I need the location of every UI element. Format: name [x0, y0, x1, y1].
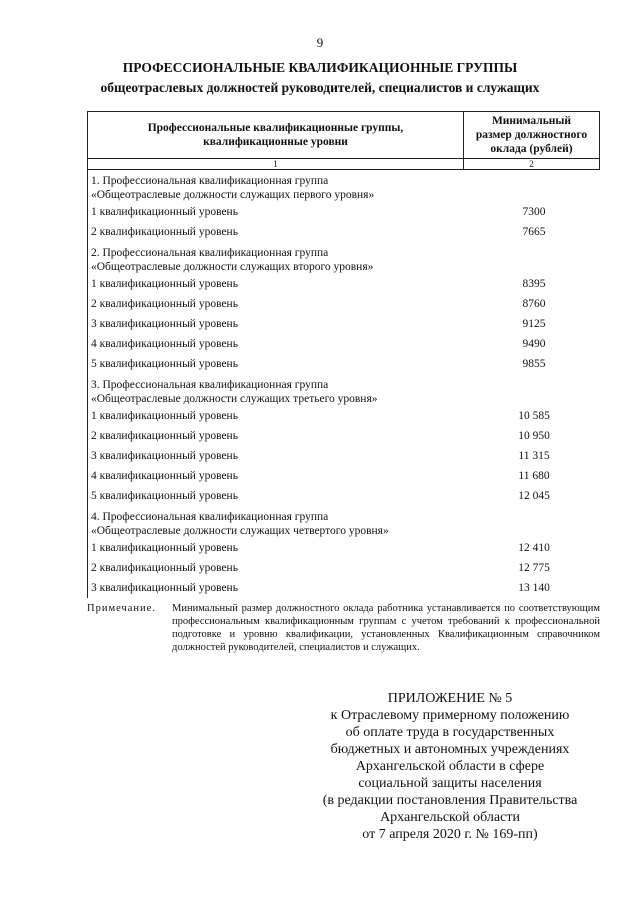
level-label: 5 квалификационный уровень — [88, 354, 464, 374]
header-min-salary — [464, 112, 600, 159]
annex-line: от 7 апреля 2020 г. № 169-пп) — [362, 827, 538, 842]
level-label: 5 квалификационный уровень — [88, 486, 464, 506]
column-number-row — [88, 159, 600, 170]
level-label: 1 квалификационный уровень — [88, 406, 464, 426]
level-label: 2 квалификационный уровень — [88, 222, 464, 242]
note-text: Минимальный размер должностного оклада работника устанавливается по соответствующим профессиональным квалификационным группам с учетом требований к профессиональной подготовке и уровню квалификации, установленных Квалификационным справочником должностей руководителей, специалистов и служащих. — [172, 603, 600, 653]
level-label: 3 квалификационный уровень — [88, 446, 464, 466]
salary-value: 12 410 — [518, 542, 550, 554]
annex-block — [300, 690, 600, 843]
header-groups-levels — [88, 112, 464, 159]
level-label: 3 квалификационный уровень — [88, 314, 464, 334]
group-title — [88, 242, 600, 274]
group-title-line: «Общеотраслевые должности служащих третьего уровня» — [91, 393, 378, 405]
salary-value: 13 140 — [518, 582, 550, 594]
group-header-row — [88, 506, 600, 538]
document-title: ПРОФЕССИОНАЛЬНЫЕ КВАЛИФИКАЦИОННЫЕ ГРУППЫ — [122, 60, 518, 75]
level-label: 1 квалификационный уровень — [88, 274, 464, 294]
group-title — [88, 506, 600, 538]
level-label: 2 квалификационный уровень — [88, 294, 464, 314]
table-header-row — [88, 112, 600, 159]
table-row — [88, 446, 600, 466]
salary-value: 9490 — [522, 338, 546, 350]
table-row — [88, 222, 600, 242]
table-body — [88, 170, 600, 599]
level-label: 1 квалификационный уровень — [88, 538, 464, 558]
salary-value: 8395 — [522, 278, 546, 290]
salary-value: 12 775 — [518, 562, 550, 574]
level-label: 2 квалификационный уровень — [88, 426, 464, 446]
table-row — [88, 314, 600, 334]
table-row — [88, 334, 600, 354]
document-subtitle: общеотраслевых должностей руководителей, специалистов и служащих — [100, 80, 540, 95]
header-col1-line: квалификационные уровни — [203, 136, 348, 148]
group-title-line: «Общеотраслевые должности служащих первого уровня» — [91, 189, 375, 201]
annex-line: Архангельской области — [380, 810, 520, 825]
table-row — [88, 538, 600, 558]
level-label: 3 квалификационный уровень — [88, 578, 464, 598]
table-row — [88, 202, 600, 222]
page-number: 9 — [316, 35, 324, 50]
salary-value: 11 680 — [518, 470, 550, 482]
level-label: 4 квалификационный уровень — [88, 334, 464, 354]
table-row — [88, 558, 600, 578]
annex-line: Архангельской области в сфере — [355, 759, 545, 774]
group-header-row — [88, 242, 600, 274]
group-title-line: «Общеотраслевые должности служащих четвертого уровня» — [91, 525, 389, 537]
table-row — [88, 406, 600, 426]
group-title — [88, 374, 600, 406]
annex-line: (в редакции постановления Правительства — [322, 793, 578, 808]
salary-value: 7300 — [522, 206, 546, 218]
salary-value: 7665 — [522, 226, 546, 238]
group-header-row — [88, 374, 600, 406]
column-number-1: 1 — [88, 159, 464, 170]
header-col2-line: размер должностного — [475, 129, 588, 141]
table-row — [88, 294, 600, 314]
table-row — [88, 466, 600, 486]
salary-value: 12 045 — [518, 490, 550, 502]
column-number-2: 2 — [464, 159, 600, 170]
salary-value: 10 585 — [518, 410, 550, 422]
group-title-line: 2. Профессиональная квалификационная группа — [91, 247, 329, 259]
salary-value: 10 950 — [518, 430, 550, 442]
group-title-line: 3. Профессиональная квалификационная группа — [91, 379, 329, 391]
table-row — [88, 578, 600, 598]
level-label: 4 квалификационный уровень — [88, 466, 464, 486]
level-label: 2 квалификационный уровень — [88, 558, 464, 578]
header-col2-line: оклада (рублей) — [490, 143, 573, 155]
annex-line: об оплате труда в государственных — [345, 725, 555, 740]
group-title-line: «Общеотраслевые должности служащих второго уровня» — [91, 261, 374, 273]
group-title — [88, 170, 600, 203]
salary-value: 9855 — [522, 358, 546, 370]
annex-line: социальной защиты населения — [358, 776, 542, 791]
table-row — [88, 354, 600, 374]
header-col1-line: Профессиональные квалификационные группы, — [147, 122, 404, 134]
annex-line: бюджетных и автономных учреждениях — [330, 742, 570, 757]
salary-value: 11 315 — [518, 450, 550, 462]
level-label: 1 квалификационный уровень — [88, 202, 464, 222]
group-title-line: 1. Профессиональная квалификационная группа — [91, 175, 329, 187]
annex-title: ПРИЛОЖЕНИЕ № 5 — [387, 691, 513, 706]
salary-value: 9125 — [522, 318, 546, 330]
table-row — [88, 274, 600, 294]
note-label: Примечание. — [87, 603, 156, 614]
group-header-row — [88, 170, 600, 203]
salary-value: 8760 — [522, 298, 546, 310]
table-row — [88, 486, 600, 506]
header-col2-line: Минимальный — [491, 115, 572, 127]
salary-table — [87, 111, 600, 598]
table-row — [88, 426, 600, 446]
annex-line: к Отраслевому примерному положению — [330, 708, 570, 723]
group-title-line: 4. Профессиональная квалификационная группа — [91, 511, 329, 523]
